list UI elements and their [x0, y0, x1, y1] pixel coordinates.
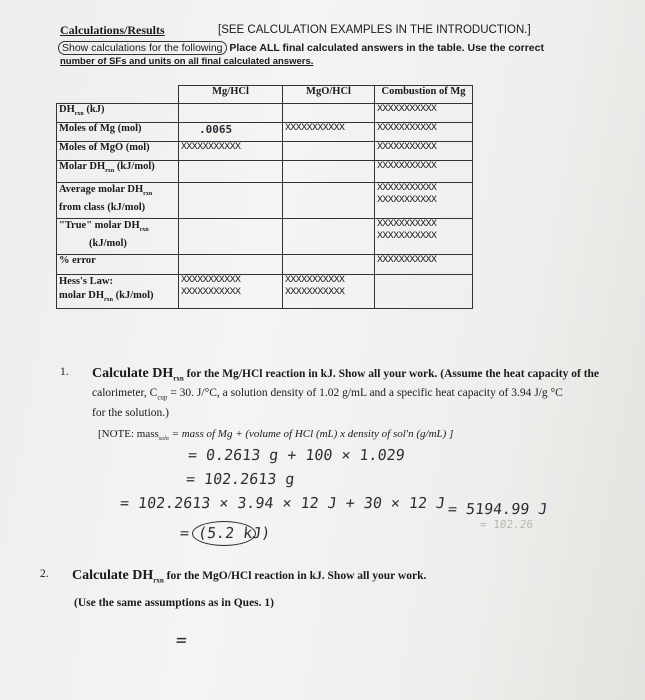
cell-moles-mg-comb: XXXXXXXXXXX — [375, 123, 473, 142]
table-row — [57, 104, 473, 123]
cell-true-mgo — [283, 219, 375, 255]
cell-true-comb: XXXXXXXXXXX XXXXXXXXXXX — [375, 219, 473, 255]
cell-average-mgo — [283, 183, 375, 219]
table-row — [57, 123, 473, 142]
q1-line-2: calorimeter, $C_{cup} = 30$. J/°C, a solution density of 1.02 g/mL and a specific heat capacity of 3.94 J/g °C — [92, 387, 563, 402]
q2-line-2: (Use the same assumptions as in Ques. 1) — [74, 597, 274, 609]
q1-line-3: for the solution.) — [92, 407, 169, 419]
row-label-dh: $DH_{rxn}$ (kJ) — [57, 104, 179, 123]
handwriting-line-4: = 5194.99 J — [447, 500, 549, 518]
cell-hess-mg: XXXXXXXXXXX XXXXXXXXXXX — [179, 275, 283, 309]
cell-error-mg — [179, 255, 283, 275]
instruction-circled: Show calculations for the following — [58, 41, 227, 55]
handwriting-line-2: = 102.2613 g — [185, 470, 296, 488]
cell-error-mgo — [283, 255, 375, 275]
handwriting-line-1: = 0.2613 g + 100 × 1.029 — [187, 446, 406, 464]
row-label-moles-mgo: Moles of MgO (mol) — [57, 142, 179, 161]
instruction-line-1 — [58, 42, 544, 54]
header-blank — [57, 86, 179, 104]
section-title: Calculations/Results — [60, 23, 165, 37]
cell-molar-comb: XXXXXXXXXXX — [375, 161, 473, 183]
cell-hess-mgo: XXXXXXXXXXX XXXXXXXXXXX — [283, 275, 375, 309]
row-label-true: "True" molar $DH_{rxn}$ (kJ/mol) — [57, 219, 179, 255]
q1-line-1: Calculate $DH_{rxn}$ for the Mg/HCl reaction in kJ. Show all your work. (Assume the heat capacity of the — [92, 366, 600, 383]
cell-error-comb: XXXXXXXXXXX — [375, 255, 473, 275]
handwriting-line-3: = 102.2613 × 3.94 × 12 J + 30 × 12 J — [119, 494, 447, 512]
answer-circle — [192, 521, 256, 546]
row-label-molar-dh: Molar $DH_{rxn}$ (kJ/mol) — [57, 161, 179, 183]
cell-moles-mgo-value — [283, 142, 375, 161]
cell-moles-mg-value: .0065 — [179, 123, 283, 142]
cell-average-comb: XXXXXXXXXXX XXXXXXXXXXX — [375, 183, 473, 219]
results-table — [56, 85, 473, 309]
instruction-line-2: number of SFs and units on all final calculated answers. — [60, 56, 314, 67]
q2-line-1: Calculate $DH_{rxn}$ for the MgO/HCl reaction in kJ. Show all your work. — [72, 568, 427, 585]
q1-note: [NOTE: mass$_{soln}$ = mass of Mg + (volume of HCl (mL) x density of sol'n (g/mL) ] — [98, 428, 454, 443]
header-combustion: Combustion of Mg — [375, 86, 473, 104]
cell-dh-comb: XXXXXXXXXXX — [375, 104, 473, 123]
cell-moles-mg-mgo: XXXXXXXXXXX — [283, 123, 375, 142]
table-row — [57, 161, 473, 183]
q1-number: 1. — [60, 366, 69, 378]
cell-dh-mg — [179, 104, 283, 123]
handwriting-q2: = — [174, 630, 188, 651]
table-row — [57, 275, 473, 309]
row-label-average: Average molar $DH_{rxn}$ from class (kJ/mol) — [57, 183, 179, 219]
cell-moles-mgo-mg: XXXXXXXXXXX — [179, 142, 283, 161]
handwriting-answer: = (5.2 kJ) — [179, 524, 272, 542]
cell-moles-mgo-comb: XXXXXXXXXXX — [375, 142, 473, 161]
table-row — [57, 183, 473, 219]
cell-molar-mg — [179, 161, 283, 183]
cell-dh-mgo — [283, 104, 375, 123]
cell-true-mg — [179, 219, 283, 255]
cell-average-mg — [179, 183, 283, 219]
table-row — [57, 255, 473, 275]
table-header-row — [57, 86, 473, 104]
q2-number: 2. — [40, 568, 49, 580]
row-label-hess: Hess's Law: molar $DH_{rxn}$ (kJ/mol) — [57, 275, 179, 309]
section-note: [SEE CALCULATION EXAMPLES IN THE INTRODUCTION.] — [218, 24, 531, 36]
cell-molar-mgo — [283, 161, 375, 183]
row-label-error: % error — [57, 255, 179, 275]
handwriting-faint: = 102.26 — [479, 518, 534, 531]
header-mg-hcl: Mg/HCl — [179, 86, 283, 104]
table-row — [57, 142, 473, 161]
cell-hess-comb — [375, 275, 473, 309]
header-mgo-hcl: MgO/HCl — [283, 86, 375, 104]
row-label-moles-mg: Moles of Mg (mol) — [57, 123, 179, 142]
table-row — [57, 219, 473, 255]
instruction-rest: Place ALL final calculated answers in the table. Use the correct — [226, 42, 544, 54]
